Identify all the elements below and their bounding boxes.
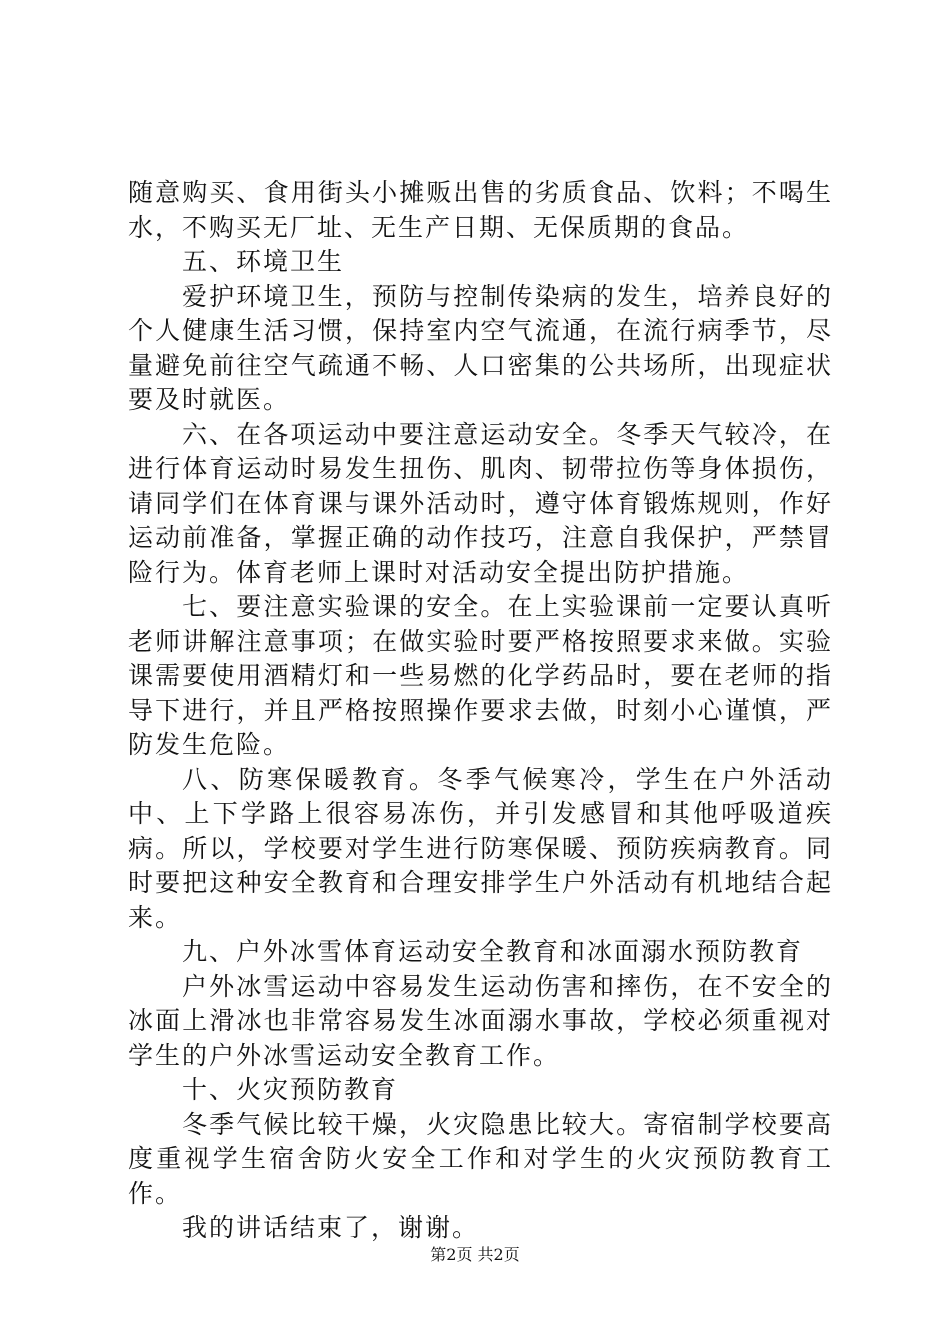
- heading-fire-prevention: 十、火灾预防教育: [182, 1075, 399, 1104]
- heading-ice-snow-safety: 九、户外冰雪体育运动安全教育和冰面溺水预防教育: [182, 937, 804, 966]
- paragraph-fire-prevention: 冬季气候比较干燥，火灾隐患比较大。寄宿制学校要高度重视学生宿舍防火安全工作和对学生的火灾预防教育工作。: [128, 1109, 833, 1208]
- paragraph-closing: 我的讲话结束了，谢谢。: [182, 1213, 480, 1242]
- page-number-footer: 第2页 共2页: [430, 1245, 520, 1264]
- paragraph-sports-safety: 六、在各项运动中要注意运动安全。冬季天气较冷，在进行体育运动时易发生扭伤、肌肉、韧带拉伤等身体损伤，请同学们在体育课与课外活动时，遵守体育锻炼规则，作好运动前准备，掌握正确的动作技巧，注意自我保护，严禁冒险行为。体育老师上课时对活动安全提出防护措施。: [128, 419, 833, 587]
- paragraph-cold-protection: 八、防寒保暖教育。冬季气候寒冷，学生在户外活动中、上下学路上很容易冻伤，并引发感冒和其他呼吸道疾病。所以，学校要对学生进行防寒保暖、预防疾病教育。同时要把这种安全教育和合理安排学生户外活动有机地结合起来。: [128, 764, 833, 932]
- paragraph-environment-hygiene: 爱护环境卫生，预防与控制传染病的发生，培养良好的个人健康生活习惯，保持室内空气流通，在流行病季节，尽量避免前往空气疏通不畅、人口密集的公共场所，出现症状要及时就医。: [128, 281, 833, 414]
- heading-environment-hygiene: 五、环境卫生: [182, 247, 345, 276]
- paragraph-lab-safety: 七、要注意实验课的安全。在上实验课前一定要认真听老师讲解注意事项；在做实验时要严格按照要求来做。实验课需要使用酒精灯和一些易燃的化学药品时，要在老师的指导下进行，并且严格按照操作要求去做，时刻小心谨慎，严防发生危险。: [128, 592, 833, 759]
- paragraph-food-continuation: 随意购买、食用街头小摊贩出售的劣质食品、饮料；不喝生水，不购买无厂址、无生产日期、无保质期的食品。: [128, 178, 833, 242]
- paragraph-ice-snow-safety: 户外冰雪运动中容易发生运动伤害和摔伤，在不安全的冰面上滑冰也非常容易发生冰面溺水事故，学校必须重视对学生的户外冰雪运动安全教育工作。: [128, 971, 833, 1070]
- document-body: [128, 176, 833, 1246]
